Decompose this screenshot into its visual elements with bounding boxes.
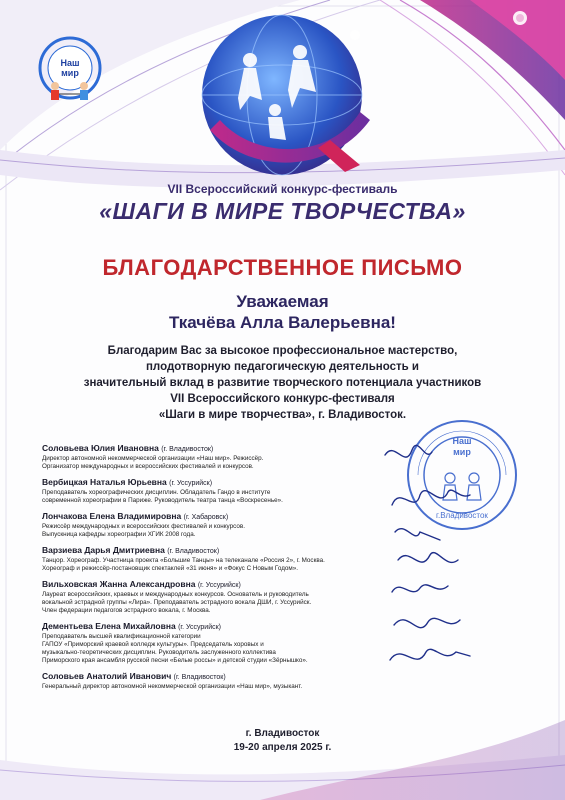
body-line: значительный вклад в развитие творческого потенциала участников bbox=[83, 377, 482, 389]
jury-member-city: (г. Уссурийск) bbox=[197, 582, 241, 589]
jury-member bbox=[42, 477, 382, 505]
jury-member-name: Лончакова Елена Владимировна bbox=[42, 511, 182, 521]
jury-member-desc: Член федерации педагогов эстрадного вокала, г. Москва. bbox=[42, 607, 211, 614]
jury-member bbox=[42, 671, 382, 691]
jury-member-name: Вильховская Жанна Александровна bbox=[42, 579, 196, 589]
jury-member bbox=[42, 443, 382, 471]
jury-member-name: Вербицкая Наталья Юрьевна bbox=[42, 477, 167, 487]
jury-member-desc: ГАПОУ «Приморский краевой колледж культуры». Председатель хоровых и bbox=[42, 641, 264, 648]
issue-date: 19-20 апреля 2025 г. bbox=[233, 742, 332, 753]
salutation: Уважаемая bbox=[236, 292, 329, 311]
jury-member-desc: Преподаватель высшей квалификационной категории bbox=[42, 633, 201, 640]
jury-member-name: Дементьева Елена Михайловна bbox=[42, 621, 176, 631]
jury-member-desc: Выпускница кафедры хореографии ХГИК 2008 года. bbox=[42, 531, 196, 538]
jury-member-desc: современной хореографии в Париже. Руководитель театра танца «Воскресенье». bbox=[42, 497, 283, 504]
festival-subtitle: VII Всероссийский конкурс-фестиваль bbox=[167, 182, 398, 196]
jury-member-name: Соловьев Анатолий Иванович bbox=[42, 671, 172, 681]
organization-stamp-icon bbox=[408, 421, 516, 529]
top-right-swoosh bbox=[380, 0, 565, 175]
jury-list bbox=[42, 443, 382, 697]
jury-member-desc: Директор автономной некоммерческой организации «Наш мир». Режиссёр. bbox=[42, 455, 264, 462]
issue-city: г. Владивосток bbox=[245, 728, 320, 739]
jury-member bbox=[42, 579, 382, 615]
jury-member-city: (г. Хабаровск) bbox=[183, 514, 229, 521]
jury-member-city: (г. Уссурийск) bbox=[169, 480, 213, 487]
jury-member-desc: Приморского края ансамбля русской песни «Белые россы» и детской студии «Зёрнышко». bbox=[42, 657, 308, 664]
gratitude-text bbox=[40, 343, 525, 423]
jury-member bbox=[42, 511, 382, 539]
jury-member bbox=[42, 621, 382, 665]
svg-text:Наш: Наш bbox=[60, 58, 80, 68]
body-line: «Шаги в мире творчества», г. Владивосток. bbox=[158, 409, 407, 421]
festival-title: «ШАГИ В МИРЕ ТВОРЧЕСТВА» bbox=[99, 198, 466, 224]
jury-member-desc: Хореограф и режиссёр-постановщик спектаклей «31 июня» и «Фокус С Новым Годом». bbox=[42, 565, 298, 572]
jury-member-city: (г. Владивосток) bbox=[161, 446, 214, 453]
body-line: VII Всероссийского конкурс-фестиваля bbox=[170, 393, 395, 405]
jury-member-desc: Генеральный директор автономной некоммерческой организации «Наш мир», музыкант. bbox=[42, 683, 303, 690]
svg-text:Наш: Наш bbox=[452, 436, 472, 446]
jury-member-desc: вокальной эстрадной группы «Лира». Преподаватель эстрадного вокала ДШИ, г. Уссурийск. bbox=[42, 599, 312, 606]
jury-member-desc: Режиссёр международных и всероссийских фестивалей и конкурсов. bbox=[42, 523, 245, 530]
jury-member-desc: Танцор. Хореограф. Участница проекта «Большие Танцы» на телеканале «Россия 2», г. Москва. bbox=[42, 557, 325, 564]
body-line: Благодарим Вас за высокое профессиональное мастерство, bbox=[107, 345, 458, 357]
signatures-icon bbox=[385, 445, 470, 660]
jury-member-city: (г. Уссурийск) bbox=[178, 624, 222, 631]
festival-globe-emblem-icon bbox=[202, 15, 370, 175]
jury-member-desc: Преподаватель хореографических дисциплин. Обладатель Гандо в институте bbox=[42, 489, 271, 496]
jury-member-name: Варзиева Дарья Дмитриевна bbox=[42, 545, 165, 555]
jury-member bbox=[42, 545, 382, 573]
jury-member-desc: Лауреат всероссийских, краевых и международных конкурсов. Основатель и руководитель bbox=[42, 591, 309, 598]
jury-member-city: (г. Владивосток) bbox=[167, 548, 220, 555]
document-title: БЛАГОДАРСТВЕННОЕ ПИСЬМО bbox=[102, 255, 463, 280]
svg-text:мир: мир bbox=[61, 68, 79, 78]
svg-text:г.Владивосток: г.Владивосток bbox=[436, 511, 488, 520]
jury-member-desc: Организатор международных и всероссийских фестивалей и конкурсов. bbox=[42, 463, 254, 470]
recipient-name: Ткачёва Алла Валерьевна! bbox=[169, 313, 396, 332]
jury-member-city: (г. Владивосток) bbox=[173, 674, 226, 681]
jury-member-name: Соловьева Юлия Ивановна bbox=[42, 443, 159, 453]
jury-member-desc: музыкально-теоретических дисциплин. Руководитель заслуженного коллектива bbox=[42, 649, 276, 656]
svg-text:мир: мир bbox=[453, 447, 471, 457]
body-line: плодотворную педагогическую деятельность и bbox=[145, 361, 419, 373]
issue-place-date bbox=[0, 727, 565, 755]
